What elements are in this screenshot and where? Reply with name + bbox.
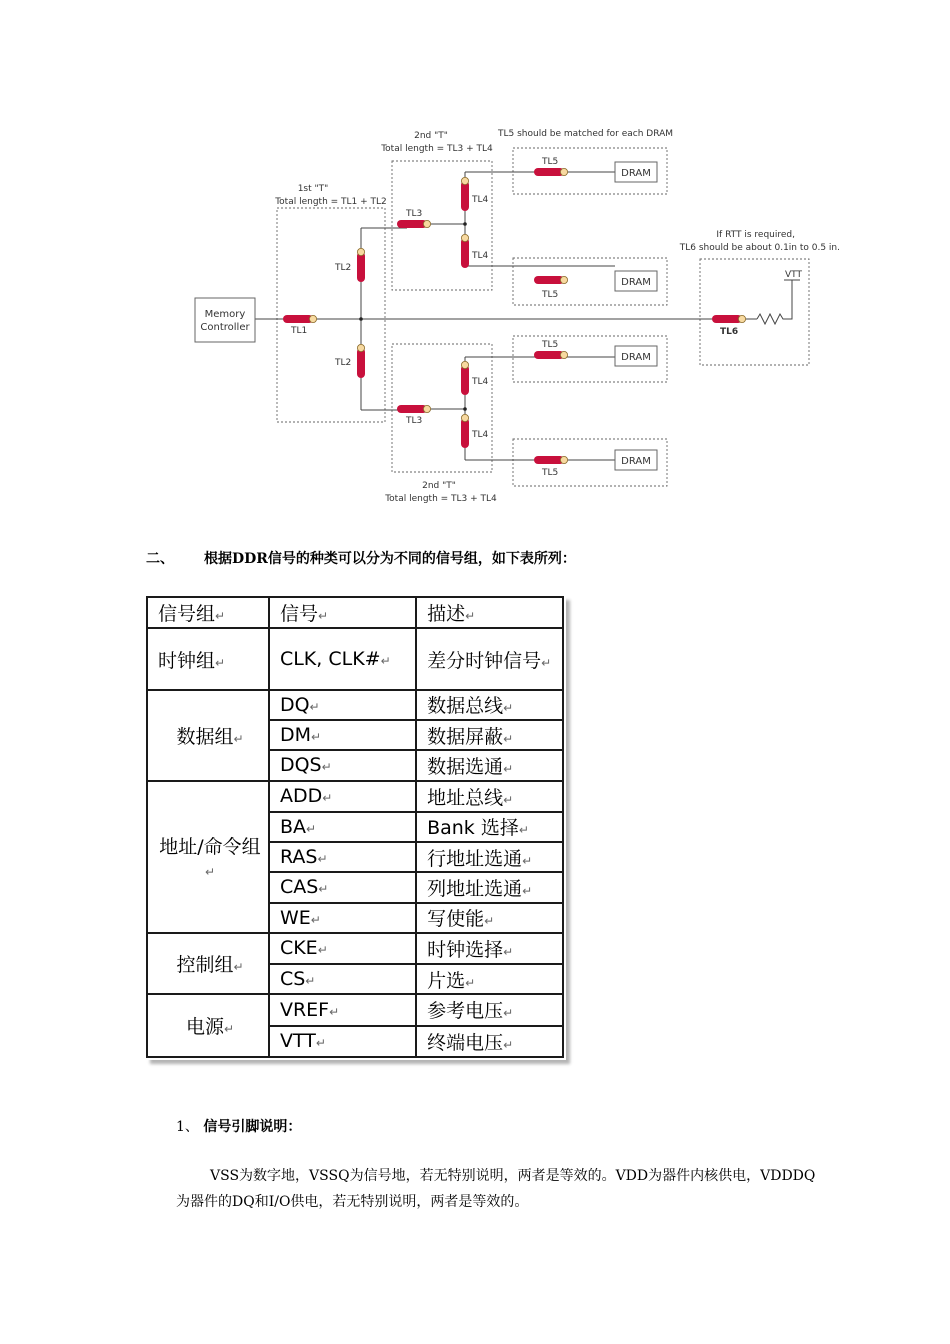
desc-cell: 数据屏蔽↵	[416, 720, 563, 750]
tl5-label: TL5	[542, 290, 559, 300]
tl3-label: TL3	[406, 416, 423, 426]
tl6-label: TL6	[720, 327, 739, 337]
group-cell: 时钟组↵	[147, 628, 269, 690]
dram-label: DRAM	[621, 277, 651, 288]
signal-cell: DQS↵	[269, 750, 416, 780]
second-t-total-bottom: Total length = TL3 + TL4	[385, 494, 497, 504]
signal-cell: BA↵	[269, 812, 416, 842]
tl5-segment-3	[534, 351, 568, 359]
desc-cell: 片选↵	[416, 964, 563, 994]
rtt-note-line2: TL6 should be about 0.1in to 0.5 in.	[679, 243, 840, 253]
desc-cell: 行地址选通↵	[416, 842, 563, 872]
dram-label: DRAM	[621, 352, 651, 363]
signal-group-table	[146, 596, 564, 1058]
tl5-segment-1	[534, 168, 568, 176]
table-row	[147, 781, 563, 812]
signal-cell: VTT↵	[269, 1026, 416, 1057]
tl2-label: TL2	[335, 358, 352, 368]
tl5-segment-2	[534, 276, 568, 284]
second-t-title-bottom: 2nd "T"	[422, 481, 456, 491]
table-row	[147, 933, 563, 964]
tl2-label: TL2	[335, 263, 352, 273]
subsection-number: 1、	[176, 1119, 199, 1135]
desc-cell: 写使能↵	[416, 903, 563, 933]
tl4-segment-3	[461, 361, 469, 395]
signal-cell: CAS↵	[269, 872, 416, 902]
tl1-segment	[283, 315, 317, 323]
memory-controller-block	[195, 298, 255, 342]
header-cell: 信号组↵	[147, 597, 269, 628]
signal-cell: WE↵	[269, 903, 416, 933]
desc-cell: 列地址选通↵	[416, 872, 563, 902]
table-row	[147, 690, 563, 720]
tl3-segment-bottom	[397, 405, 431, 413]
tl5-match-note: TL5 should be matched for each DRAM	[498, 129, 674, 139]
first-t-total: Total length = TL1 + TL2	[275, 197, 387, 207]
tl4-label: TL4	[472, 251, 489, 261]
tl5-label: TL5	[542, 340, 559, 350]
tl2-segment-bottom	[357, 344, 365, 378]
dram-label: DRAM	[621, 456, 651, 467]
subsection-heading	[176, 1116, 301, 1136]
table-row	[147, 628, 563, 690]
desc-cell: 地址总线↵	[416, 781, 563, 812]
tl4-segment-1	[461, 177, 469, 211]
group-cell: 数据组↵	[147, 690, 269, 781]
section-number: 二、	[146, 551, 174, 567]
signal-cell: CS↵	[269, 964, 416, 994]
signal-cell: DM↵	[269, 720, 416, 750]
tl6-segment	[712, 315, 746, 323]
subsection-title: 信号引脚说明：	[203, 1119, 302, 1135]
tl4-segment-4	[461, 414, 469, 448]
group-cell: 控制组↵	[147, 933, 269, 995]
section-title: 根据DDR信号的种类可以分为不同的信号组，如下表所列：	[204, 551, 576, 567]
first-t-title: 1st "T"	[297, 184, 329, 194]
signal-cell: CKE↵	[269, 933, 416, 964]
memory-controller-label: Memory	[204, 309, 246, 320]
signal-cell: ADD↵	[269, 781, 416, 812]
tl4-label: TL4	[472, 195, 489, 205]
tl1-label: TL1	[291, 326, 308, 336]
tl4-label: TL4	[472, 377, 489, 387]
desc-cell: 时钟选择↵	[416, 933, 563, 964]
signal-cell: DQ↵	[269, 690, 416, 720]
rtt-note-line1: If RTT is required,	[716, 230, 795, 240]
tl4-label: TL4	[472, 430, 489, 440]
memory-controller-label: Controller	[200, 322, 250, 333]
tl5-label: TL5	[542, 157, 559, 167]
ddr-topology-diagram	[185, 120, 850, 515]
desc-cell: 数据总线↵	[416, 690, 563, 720]
table-row	[147, 994, 563, 1025]
signal-cell: RAS↵	[269, 842, 416, 872]
body-paragraph: VSS为数字地，VSSQ为信号地，若无特别说明，两者是等效的。VDD为器件内核供电，VDDDQ为器件的DQ和I/O供电，若无特别说明，两者是等效的。	[176, 1168, 816, 1210]
signal-cell: VREF↵	[269, 994, 416, 1025]
desc-cell: 终端电压↵	[416, 1026, 563, 1057]
table-header-row	[147, 597, 563, 628]
group-cell: 地址/命令组↵	[147, 781, 269, 933]
signal-cell: CLK, CLK#↵	[269, 628, 416, 690]
tl4-segment-2	[461, 234, 469, 268]
second-t-total-top: Total length = TL3 + TL4	[381, 144, 493, 154]
dram-label: DRAM	[621, 168, 651, 179]
tl3-label: TL3	[406, 209, 423, 219]
tl3-segment-top	[397, 220, 431, 228]
section-heading	[146, 548, 576, 568]
desc-cell: 差分时钟信号↵	[416, 628, 563, 690]
tl5-label: TL5	[542, 468, 559, 478]
desc-cell: Bank 选择↵	[416, 812, 563, 842]
tl2-segment-top	[357, 248, 365, 282]
signal-group-table-wrapper	[146, 596, 566, 1060]
desc-cell: 数据选通↵	[416, 750, 563, 780]
vtt-label: VTT	[785, 270, 802, 280]
header-cell: 信号↵	[269, 597, 416, 628]
tl5-segment-4	[534, 456, 568, 464]
desc-cell: 参考电压↵	[416, 994, 563, 1025]
second-t-title-top: 2nd "T"	[414, 131, 448, 141]
header-cell: 描述↵	[416, 597, 563, 628]
group-cell: 电源↵	[147, 994, 269, 1057]
